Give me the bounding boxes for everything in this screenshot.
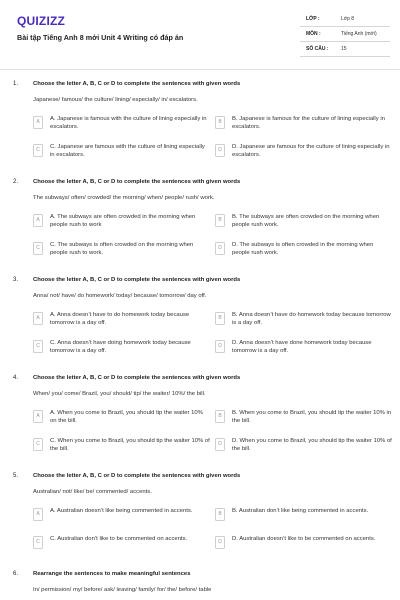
answer-option-c[interactable] [33,536,208,556]
question-number: 6. [13,571,19,577]
question-number: 2. [13,179,19,185]
question-prompt: The subways/ often/ crowded/ the morning/ when/ people/ rush/ work. [33,195,215,201]
option-letter-box: A [33,312,43,325]
document-title: Bài tập Tiếng Anh 8 mới Unit 4 Writing có đáp án [17,33,184,42]
option-text: A. Australian doesn’t like being commented in accents. [50,508,193,514]
option-letter-box: B [215,116,225,129]
meta-value: Tiếng Anh (mới) [341,31,377,37]
option-letter-box: C [33,438,43,451]
question-instruction: Rearrange the sentences to make meaningful sentences [33,571,191,577]
meta-key: LỚP : [306,16,320,22]
option-letter-box: C [33,536,43,549]
question [0,174,400,272]
header [0,0,400,66]
option-letter-box: B [215,312,225,325]
meta-key: MÔN : [306,31,321,37]
answer-option-d[interactable] [215,242,390,262]
question-prompt: Australian/ not/ like/ be/ commented/ accents. [33,489,152,495]
answer-option-d[interactable] [215,340,390,360]
question-number: 3. [13,277,19,283]
option-text: D. Japanese are famous for the culture of lining especially in escalators. [232,144,390,159]
question [0,76,400,174]
option-letter-box: D [215,536,225,549]
question-prompt: Anna/ not/ have/ do homework/ today/ because/ tomorrow/ day off. [33,293,207,299]
answer-option-a[interactable] [33,410,208,430]
answer-option-c[interactable] [33,144,208,164]
meta-value: 15 [341,46,347,52]
question-prompt: In/ permission/ my/ before/ ask/ leaving/ family/ for/ the/ before/ table [33,587,212,593]
option-text: D. When you come to Brazil, you should tip the waiter 10% of the bill. [232,438,392,453]
option-text: A. Japanese is famous with the culture of lining especially in escalators. [50,116,207,131]
answer-option-c[interactable] [33,242,208,262]
meta-row-class [300,12,390,27]
option-letter-box: D [215,340,225,353]
answer-option-b[interactable] [215,508,390,528]
option-letter-box: D [215,144,225,157]
question [0,468,400,566]
answer-option-a[interactable] [33,312,208,332]
question [0,272,400,370]
option-letter-box: C [33,340,43,353]
option-text: A. The subways are often crowded in the morning when people rush to work [50,214,196,229]
option-letter-box: A [33,410,43,423]
meta-value: Lớp 8 [341,16,355,22]
option-text: A. Anna doesn’t have to do homework today because tomorrow is a day off. [50,312,190,327]
answer-option-b[interactable] [215,116,390,136]
question [0,566,400,600]
option-letter-box: C [33,144,43,157]
question-instruction: Choose the letter A, B, C or D to complete the sentences with given words [33,375,241,381]
option-text: C. The subways is often crowded on the morning when people rush to work. [50,242,194,257]
option-text: B. The subways are often crowded on the morning when people rush work. [232,214,380,229]
question-prompt: Japanese/ famous/ the culture/ lining/ especially/ in/ escalators. [33,97,198,103]
meta-row-count [300,42,390,57]
question-instruction: Choose the letter A, B, C or D to complete the sentences with given words [33,81,241,87]
answer-option-d[interactable] [215,438,390,458]
option-letter-box: B [215,508,225,521]
answer-option-a[interactable] [33,508,208,528]
answer-option-c[interactable] [33,438,208,458]
header-divider [0,69,400,70]
question-number: 4. [13,375,19,381]
answer-option-b[interactable] [215,410,390,430]
answer-option-a[interactable] [33,116,208,136]
option-text: B. Anna doesn’t have do homework today because tomorrow is a day off. [232,312,391,327]
option-letter-box: B [215,214,225,227]
question-list [0,76,400,600]
option-letter-box: C [33,242,43,255]
option-text: D. Australian doesn’t like to be commented on accents. [232,536,376,542]
answer-option-b[interactable] [215,312,390,332]
option-letter-box: A [33,116,43,129]
meta-row-subject [300,27,390,42]
option-text: C. Anna doesn’t have doing homework today because tomorrow is a day off. [50,340,191,355]
question [0,370,400,468]
option-letter-box: A [33,214,43,227]
option-letter-box: B [215,410,225,423]
question-prompt: When/ you/ come/ Brazil, you/ should/ tip/ the waiter/ 10%/ the bill. [33,391,206,397]
question-instruction: Choose the letter A, B, C or D to complete the sentences with given words [33,277,241,283]
option-text: D. The subways is often crowded in the morning when people rush work. [232,242,374,257]
option-text: D. Anna doesn’t have done homework today because tomorrow is a day off. [232,340,372,355]
option-letter-box: D [215,242,225,255]
option-text: C. When you come to Brazil, you should tip the waiter 10% of the bill. [50,438,210,453]
answer-option-b[interactable] [215,214,390,234]
option-text: C. Australian don’t like to be commented on accents. [50,536,188,542]
meta-key: SỐ CÂU : [306,46,329,52]
option-letter-box: D [215,438,225,451]
answer-option-d[interactable] [215,536,390,556]
option-text: A. When you come to Brazil, you should tip the waiter 10% on the bill. [50,410,203,425]
option-text: B. Australian don’t like being commented in accents. [232,508,369,514]
question-instruction: Choose the letter A, B, C or D to complete the sentences with given words [33,473,241,479]
quizizz-logo: QUIZIZZ [17,14,66,28]
meta-table [300,12,390,57]
answer-option-d[interactable] [215,144,390,164]
question-number: 1. [13,81,19,87]
answer-option-c[interactable] [33,340,208,360]
question-number: 5. [13,473,19,479]
option-text: C. Japanese are famous with the culture of lining especially in escalators. [50,144,205,159]
question-instruction: Choose the letter A, B, C or D to complete the sentences with given words [33,179,241,185]
option-text: B. Japanese is famous for the culture of lining especially in escalators. [232,116,385,131]
option-text: B. When you come to Brazil, you should tip the waiter 10% in the bill. [232,410,392,425]
answer-option-a[interactable] [33,214,208,234]
option-letter-box: A [33,508,43,521]
